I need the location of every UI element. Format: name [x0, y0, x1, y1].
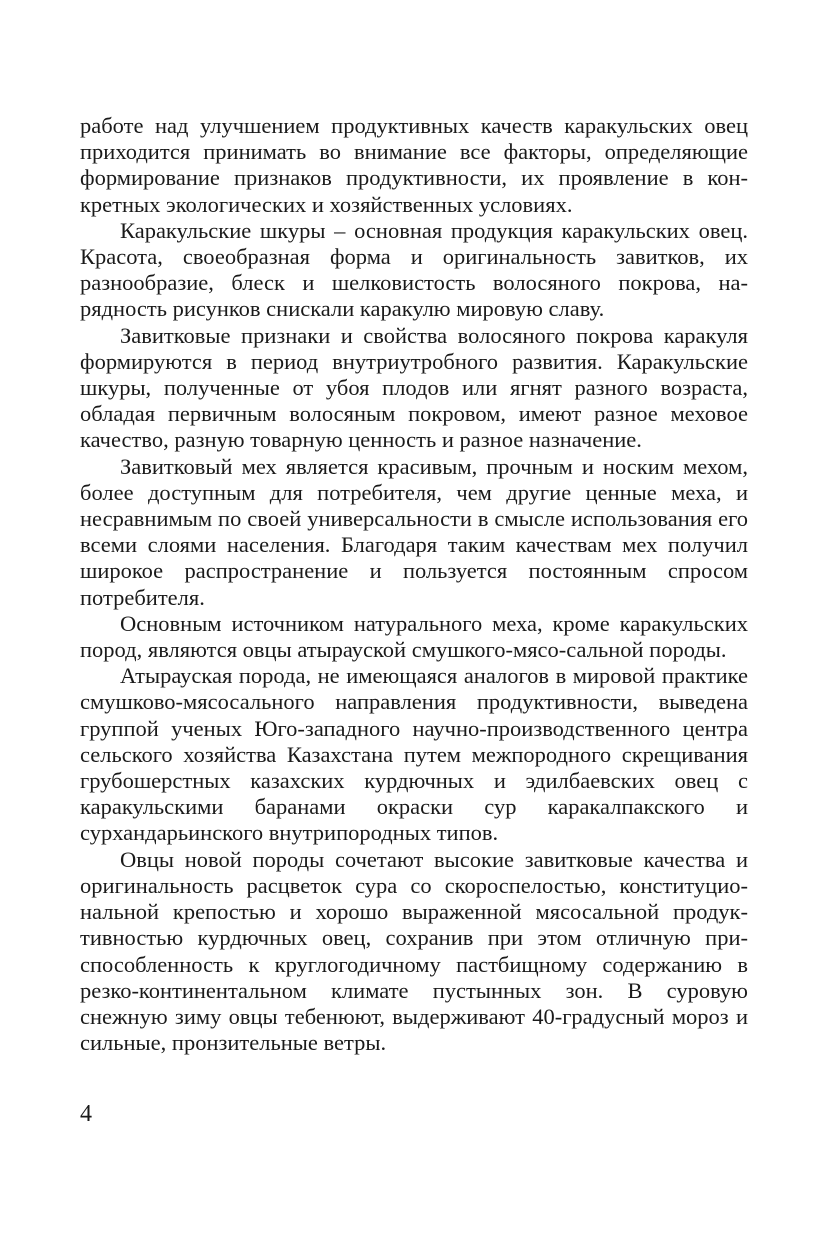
paragraph-7: Овцы новой породы сочетают высокие завитковые качества и оригинальность расцветок сура со скороспелостью, конституциональной крепостью и хорошо выраженной мясосальной продуктивностью курдючных овец, сохранив при этом отличную приспособленность к круглогодичному пастбищному содержанию в резко-континентальном климате пустынных зон. В суровую снежную зиму овцы тебенюют, выдерживают 40-градусный мороз и сильные, пронзительные ветры. [80, 846, 748, 1056]
paragraph-6: Атырауская порода, не имеющаяся аналогов в мировой практике смушково-мясосального направления продуктивности, выведена группой ученых Юго-западного научно-производственного центра сельского хозяйства Казахстана путем межпородного скрещивания грубошерстных казахских курдючных и эдилбаевских овец с каракульскими баранами окраски сур каракалпакского и сурхандарьинского внутрипородных типов. [80, 663, 748, 846]
page-body [80, 113, 748, 1056]
page-number: 4 [80, 1101, 92, 1127]
paragraph-3: Завитковые признаки и свойства волосяного покрова каракуля формируются в период внутриутробного развития. Каракульские шкуры, полученные от убоя плодов или ягнят разного возраста, обладая первичным волосяным покровом, имеют разное меховое качество, разную товарную ценность и разное назначение. [80, 322, 748, 453]
paragraph-5: Основным источником натурального меха, кроме каракульских пород, являются овцы атырауской смушкого-мясо-сальной породы. [80, 610, 748, 663]
paragraph-4: Завитковый мех является красивым, прочным и носким мехом, более доступным для потребителя, чем другие ценные меха, и несравнимым по своей универсальности в смысле использования его всеми слоями населения. Благодаря таким качествам мех получил широкое распространение и пользуется постоянным спросом потребителя. [80, 453, 748, 610]
paragraph-1: работе над улучшением продуктивных качеств каракульских овец приходится принимать во внимание все факторы, определяющие формирование признаков продуктивности, их проявление в конкретных экологических и хозяйственных условиях. [80, 113, 748, 217]
paragraph-2: Каракульские шкуры – основная продукция каракульских овец. Красота, своеобразная форма и оригинальность завитков, их разнообразие, блеск и шелковистость волосяного покрова, нарядность рисунков снискали каракулю мировую славу. [80, 217, 748, 322]
